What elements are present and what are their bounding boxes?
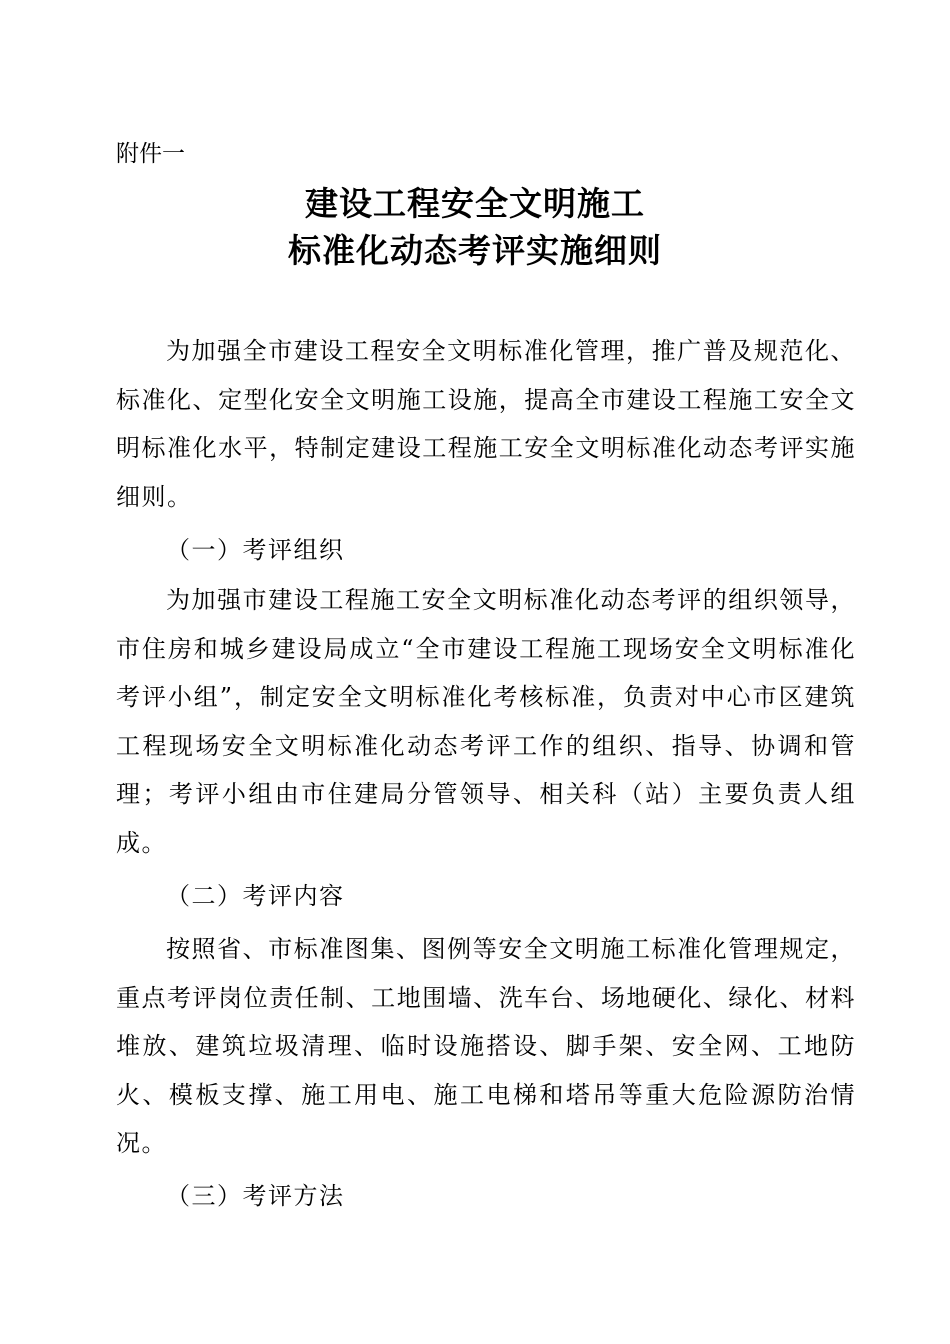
document-title-line-1: 建设工程安全文明施工 [305, 184, 645, 223]
attachment-label: 附件一 [116, 141, 185, 167]
section-heading-organization: （一）考评组织 [166, 536, 345, 564]
section-paragraph-content: 按照省、市标准图集、图例等安全文明施工标准化管理规定，重点考评岗位责任制、工地围墙、洗车台、场地硬化、绿化、材料堆放、建筑垃圾清理、临时设施搭设、脚手架、安全网、工地防火、模板支撑、施工用电、施工电梯和塔吊等重大危险源防治情况。 [116, 935, 856, 1157]
section-paragraph-organization: 为加强市建设工程施工安全文明标准化动态考评的组织领导，市住房和城乡建设局成立“全市建设工程施工现场安全文明标准化考评小组”，制定安全文明标准化考核标准，负责对中心市区建筑工程现场安全文明标准化动态考评工作的组织、指导、协调和管理；考评小组由市住建局分管领导、相关科（站）主要负责人组成。 [116, 586, 856, 857]
section-heading-method: （三）考评方法 [166, 1182, 345, 1210]
document-title-line-2: 标准化动态考评实施细则 [288, 231, 662, 270]
intro-paragraph: 为加强全市建设工程安全文明标准化管理，推广普及规范化、标准化、定型化安全文明施工设施，提高全市建设工程施工安全文明标准化水平，特制定建设工程施工安全文明标准化动态考评实施细则。 [116, 337, 856, 511]
section-heading-content: （二）考评内容 [166, 882, 345, 910]
